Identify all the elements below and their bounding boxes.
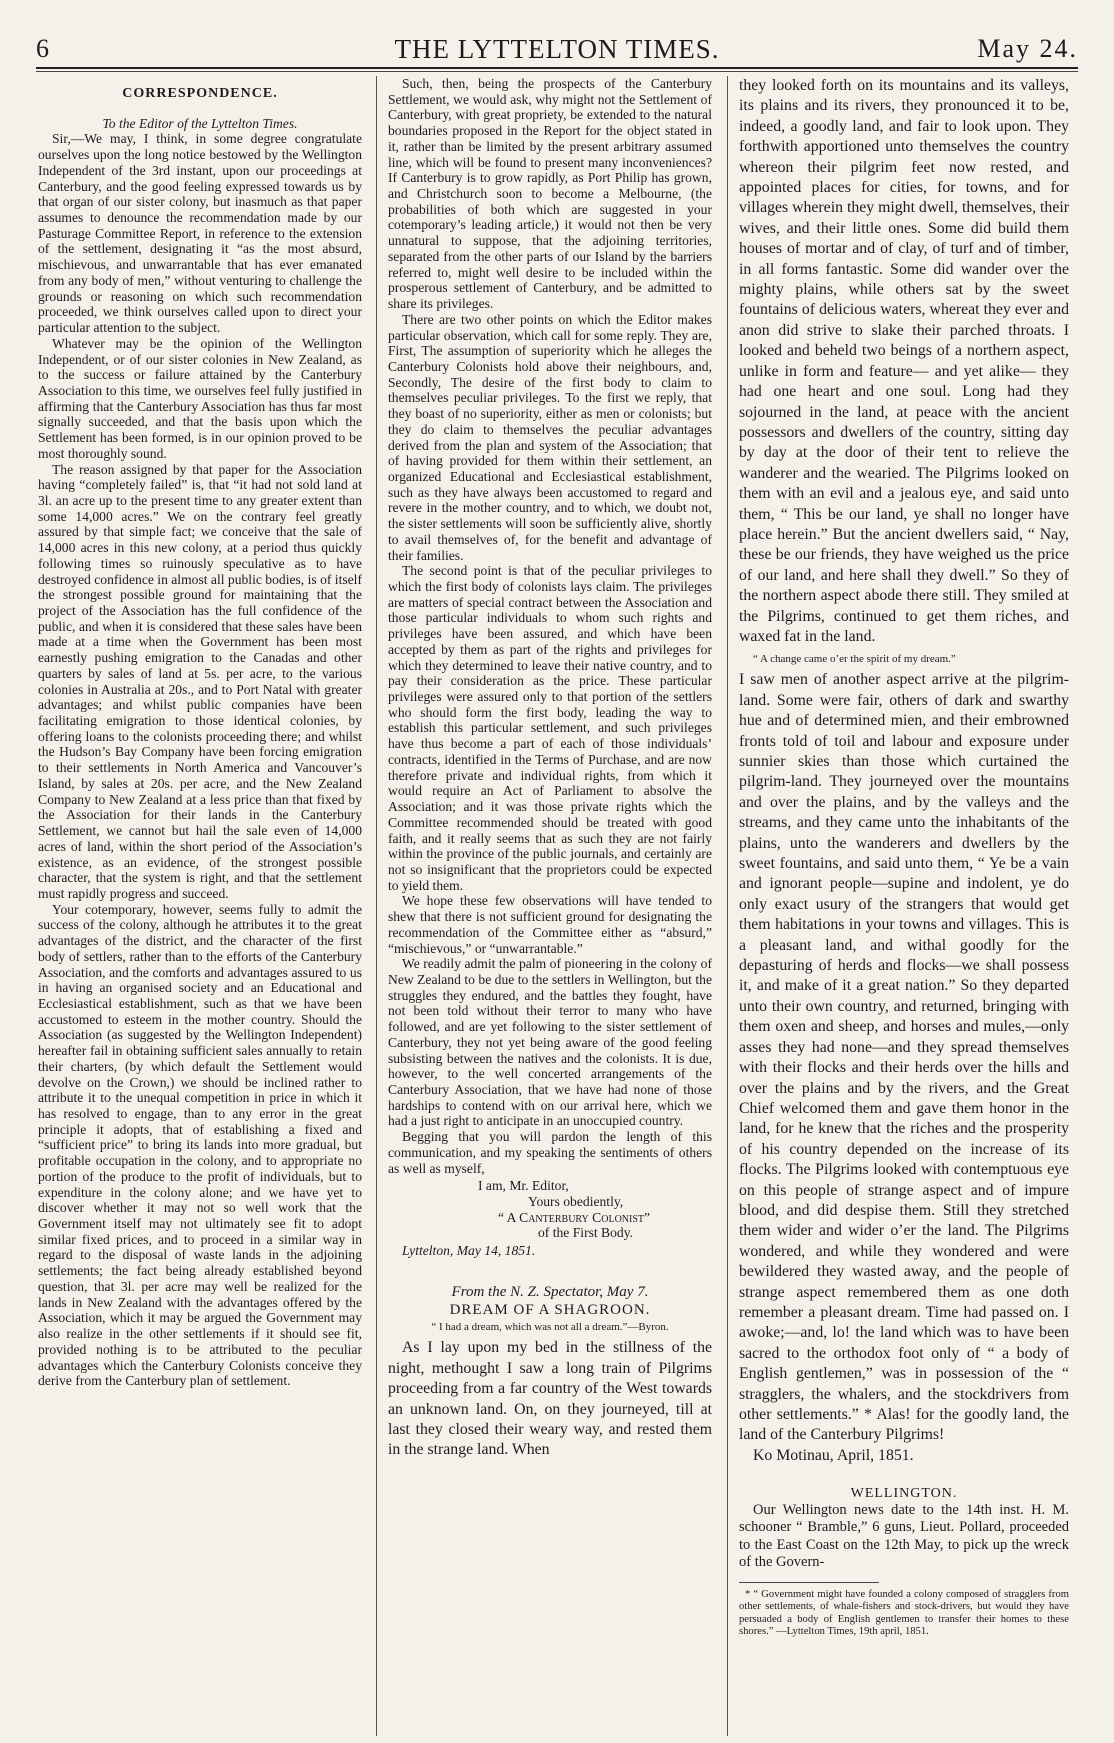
column-2: [388, 76, 712, 1738]
masthead: [36, 34, 1078, 64]
column-divider: [376, 76, 377, 1736]
paragraph: The second point is that of the peculiar privileges to which the first body of colonists lays claim. The privileges are matters of special contract between the Association and those particular individuals to whom such rights and privileges have been assured, and which have been accepted by them as part of the rights and privileges for which they determined to leave their native country, and to pay their consideration as the price. These particular privileges were assured only to that portion of the settlers who should form the first body, leading the way to establish this particular settlement, and such privileges have thus become a part of each of those individuals’ contracts, identified in the Terms of Purchase, and are now therefore private and individual rights, from which it would require an Act of Parliament to absolve the Association; and it was those private rights which the Committee recommended should be treated with good faith, and it really seems that as such they are not fairly within the province of the public journals, and certainly are not so insignificant that the proprietors could be expected to yield them.: [388, 563, 712, 893]
paragraph: As I lay upon my bed in the stillness of the night, methought I saw a long train of Pilgrims proceeding from a far country of the West towards an unknown land. On, on they journeyed, till at last they closed their weary way, and rested them in the strange land. When: [388, 1339, 712, 1459]
paragraph: Whatever may be the opinion of the Wellington Independent, or of our sister colonies in New Zealand, as to the success or failure attained by the Canterbury Association to this time, we ourselves feel fully justified in affirming that the Canterbury Association has thus far most signally succeeded, and that the basis upon which the Settlement has been formed, is in our opinion proved to be most thoroughly sound.: [38, 335, 362, 461]
issue-date: May 24.: [977, 34, 1078, 63]
paragraph: We readily admit the palm of pioneering in the colony of New Zealand to be due to the settlers in Wellington, but the struggles they endured, and the battles they fought, have not been told without their terror to many who have followed, and are yet following to the sister settlement of Canterbury, they not yet being aware of the good feeling subsisting between the natives and the colonists. It is due, however, to the well concerted arrangements of the Canterbury Association, that we have had none of those hardships to contend with on our arrival here, which we had a just right to anticipate in an unoccupied country.: [388, 956, 712, 1129]
article-signoff: Ko Motinau, April, 1851.: [753, 1446, 914, 1464]
newspaper-title: THE LYTTELTON TIMES.: [394, 34, 720, 64]
paragraph: Such, then, being the prospects of the Canterbury Settlement, we would ask, why might not the Settlement of Canterbury, with great propriety, be extended to the natural boundaries proposed in the Report for the object stated in it, rather than be limited by the present arbitrary assumed line, which will be found to present many inconveniences? If Canterbury is to grow rapidly, as Port Philip has grown, and Christchurch soon to become a Melbourne, (the probabilities of both which are suggested in your cotemporary’s leading article,) it would not then be very unnatural to suppose, that the adjoining territories, separated from the other parts of our Island by the barriers referred to, might well desire to be included within the prosperous settlement of Canterbury, and be admitted to share its privileges.: [388, 76, 712, 312]
column-1: [38, 76, 362, 1738]
paragraph: There are two other points on which the Editor makes particular observation, which call for some reply. They are, First, The assumption of superiority which he alleges the Canterbury Colonists hold above their neighbours, and, Secondly, The desire of the first body to claim to themselves peculiar privileges. To the first we reply, that they boast of no superiority, either as men or colonists; but they do claim to themselves the peculiar advantages derived from the plan and system of the Association; that of having provided for them within their settlement, an organized Educational and Ecclesiastical establishment, such as they have always been accustomed to regard and revere in the mother country, and to which, we doubt not, the sister settlements will soon be sufficiently alive, shortly to avail themselves of, for the benefit and advantage of their families.: [388, 311, 712, 563]
page-number: 6: [36, 34, 49, 63]
signature-line: of the First Body.: [538, 1225, 634, 1241]
paragraph: I saw men of another aspect arrive at the pilgrim-land. Some were fair, others of dark and swarthy hue and of determined mien, and their embrowned fronts told of toil and labour and exposure under sunnier skies than those which curtained the pilgrim-land. They journeyed over the mountains and over the plains, and by the valleys and the streams, and they came unto the inhabitants of the plains, unto the wanderers and dwellers by the sweet fountains, and said unto them, “ Ye be a vain and ignorant people—supine and indolent, ye do only exact usury of the strangers that would get them habitations in your towns and villages. This is a pleasant land, and withal goodly for the depasturing of herds and flocks—we shall possess it, and make of it a great nation.” So they departed unto their own country, and returned, bringing with them oxen and sheep, and horses and mules,—only asses they had none—and they spread themselves with their flocks and their herds over the hills and over the plains and by the rivers, and the Great Chief welcomed them and gave them honor in the land, for he knew that the riches and the prosperity of his country depended on the increase of its flocks. The Pilgrims looked with contemptuous eye on this people of strange aspect and of impure blood, and did despise them. Still they stretched them wider and wider o’er the land. The Pilgrims wondered, and while they wondered and were bewildered they wasted away, and the people of strange aspect remembered them as one doth remember a pleasant dream. Time had passed on. I awoke;—and, lo! the land which was to have been sacred to the orthodox foot only of “ a body of English gentlemen,” was in possession of the “ stragglers, the whalers, and the stockdrivers from other settlements.” * Alas! for the goodly land, the land of the Canterbury Pilgrims!: [739, 671, 1069, 1444]
paragraph: they looked forth on its mountains and its valleys, its plains and its rivers, they pronounced it to be, indeed, a goodly land, and fair to look upon. They forthwith apportioned unto themselves the country whereon their pilgrim feet now rested, and appointed places for cities, for towns, and for villages wherein they might dwell, themselves, their wives, and their little ones. Some did build them houses of mortar and of clay, of turf and of timber, in all forms fantastic. Some did wander over the mighty plains, while others sat by the sweet fountains of delicious waters, whereat they ever and anon did strive to slake their parched throats. I looked and beheld two beings of a northern aspect, unlike in form and feature— and yet alike— they had one heart and one soul. Long had they sojourned in the land, at peace with the ancient possessors and dwellers of the country, sitting day by day at the door of their tent to relieve the wanderer and the wearied. The Pilgrims looked on them with an evil and a jealous eye, and said unto them, “ This be our land, ye shall no longer have place herein.” But the ancient dwellers said, “ Nay, these be our friends, they have weighed us the price of our land, and here shall they dwell.” So they of the northern aspect abode there still. They smiled at the Pilgrims, continued to get them riches, and waxed fat in the land.: [739, 77, 1069, 645]
column-3: [739, 76, 1069, 1738]
paragraph: Our Wellington news date to the 14th inst. H. M. schooner “ Bramble,” 6 guns, Lieut. Pollard, proceeded to the East Coast on the 12th May, to pick up the wreck of the Govern-: [739, 1501, 1069, 1571]
paragraph: Your cotemporary, however, seems fully to admit the success of the colony, although he attributes it to the great advantages of the district, and the character of the first body of settlers, rather than to the efforts of the Canterbury Association, and the comforts and advantages assured to us in having an organised society and an Educational and Ecclesiastical establishment, such as that we have been accustomed to esteem in the mother country. Should the Association (as suggested by the Wellington Independent) hereafter fail in obtaining sufficient sales annually to retain their charters, (by which default the Settlement would devolve on the Crown,) we should be inclined rather to attribute it to the unequal competition in price in which it has resolved to engage, than to any error in the great principle it adopts, that of establishing a fixed and “sufficient price” to bring its lands into more gradual, but profitable occupation in the colony, and to appropriate no portion of the produce to the profit of individuals, but to expenditure in the colony alone; and we have yet to discover whether it may not so well work that the Government itself may not ultimately see fit to adopt similar fixed prices, and to proceed in a similar way in regard to the disposal of waste lands in the adjoining settlements; the fact being already established beyond question, that 3l. per acre may well be realized for the lands in New Zealand with the advantages offered by the Association, which it may be argued the Government may also realize in the other settlements if it should see fit, provided nothing is to be attributed to the peculiar advantages which the Canterbury Colonists conceive they derive from the Canterbury plan of settlement.: [38, 901, 362, 1389]
letter-salutation: To the Editor of the Lyttelton Times.: [102, 115, 298, 131]
letter-dateline: Lyttelton, May 14, 1851.: [402, 1243, 536, 1259]
epigraph: “ I had a dream, which was not all a dream.”—Byron.: [431, 1321, 669, 1334]
paragraph: We hope these few observations will have tended to shew that there is not sufficient ground for designating the recommendation of the Committee either as “absurd,” “mischievous,” or “unwarrantable.”: [388, 893, 712, 956]
masthead-rule-thin: [36, 71, 1078, 72]
signature-name: “ A Canterbury Colonist”: [498, 1209, 651, 1225]
article-source: From the N. Z. Spectator, May 7.: [451, 1283, 649, 1300]
column-divider: [727, 76, 728, 1736]
section-heading: CORRESPONDENCE.: [122, 86, 278, 101]
section-heading: WELLINGTON.: [850, 1486, 958, 1502]
quotation: “ A change came o’er the spirit of my dream.”: [753, 653, 956, 666]
footnote: * “ Government might have founded a colony composed of stragglers from other settlements, of whale-fishers and stock-drivers, but would they have persuaded a body of English gentlemen to transfer their homes to these shores.” —Lyttelton Times, 19th april, 1851.: [739, 1588, 1069, 1638]
paragraph: The reason assigned by that paper for the Association having “completely failed” is, that “it had not sold land at 3l. an acre up to the present time to any greater extent than some 14,000 acres.” We on the contrary feel greatly assured by that simple fact; we conceive that the sale of 14,000 acres in this new colony, at a period thus quickly following times so ruinously speculative as to have destroyed confidence in almost all public bodies, is of itself the strongest possible ground for maintaining that the project of the Association has the full confidence of the public, and when it is considered that these sales have been made at a time when the Government has been most earnestly pushing emigration to the Canadas and other quarters by sales of land at 5s. per acre, to the various colonies in Australia at 20s., and to Port Natal with greater advantages; and whilst public companies have been facilitating emigration to those identical colonies, by offering loans to the colonists proceeding there; and whilst the Hudson’s Bay Company have been forcing emigration to their settlements in North America and Vancouver’s Island, by sales at 20s. per acre, and the New Zealand Company to New Zealand at a less price than that fixed by the Association for their lands in the Canterbury Settlement, we cannot but hail the sale even of 14,000 acres of land, within the short period of the Association’s existence, as an evidence, of the strongest possible character, that the system is right, and that the settlement must rapidly progress and succeed.: [38, 461, 362, 901]
paragraph: Sir,—We may, I think, in some degree congratulate ourselves upon the long notice bestowed by the Wellington Independent of the 3rd instant, upon our proceedings at Canterbury, and the good feeling expressed towards us by that organ of our sister colony, but inasmuch as that paper assumes to denounce the recommendation made by our Pasturage Committee Report, in reference to the extension of the settlement, designating it “as the most absurd, mischievous, and unwarrantable that has ever emanated from any body of men,” without venturing to challenge the grounds or reasoning on which such recommendation proceeded, we think ourselves called upon to direct your particular attention to the subject.: [38, 131, 362, 336]
masthead-rule: [36, 67, 1078, 69]
footnote-rule: [739, 1582, 879, 1583]
paragraph: Begging that you will pardon the length of this communication, and my speaking the sentiments of others as well as myself,: [388, 1129, 712, 1176]
article-title: DREAM OF A SHAGROON.: [449, 1301, 651, 1318]
signature-line: I am, Mr. Editor,: [478, 1178, 569, 1194]
signature-line: Yours obediently,: [528, 1194, 624, 1210]
